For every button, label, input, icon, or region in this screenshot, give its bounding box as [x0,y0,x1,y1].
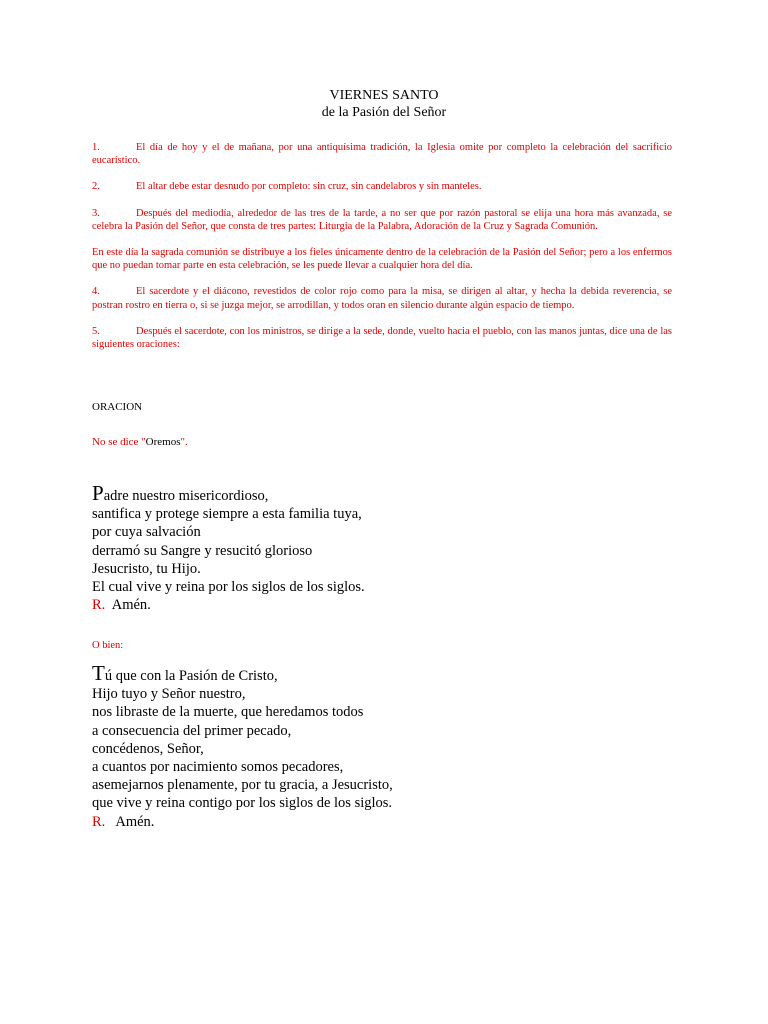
drop-cap: T [92,661,105,685]
no-oremos-prefix: No se dice " [92,436,146,448]
prayer-line: asemejarnos plenamente, por tu gracia, a Jesucristo, [92,777,393,794]
prayer-line: Jesucristo, tu Hijo. [92,560,201,577]
rubric-2 [92,180,672,193]
prayer-line: derramó su Sangre y resucitó glorioso [92,542,313,559]
rubric-number: 4. [92,286,100,298]
oracion-heading: ORACION [92,401,143,413]
rubric-3 [92,207,672,233]
no-oremos-quoted: Oremos [145,436,181,448]
drop-cap: P [92,481,104,505]
page-subtitle: de la Pasión del Señor [321,105,447,120]
prayer-line: por cuya salvación [92,524,201,541]
prayer-line: a consecuencia del primer pecado, [92,722,292,739]
response-text: Amén. [115,813,155,830]
rubric-number: 1. [92,142,100,153]
prayer-1 [92,481,365,614]
prayer-line: a cuantos por nacimiento somos pecadores, [92,759,344,776]
prayer-line: nos libraste de la muerte, que heredamos todos [92,704,364,721]
rubric-number: 2. [92,181,100,193]
rubric-number: 3. [92,207,100,219]
prayer-line: que vive y reina contigo por los siglos de los siglos. [92,795,393,812]
rubric-text: Después del mediodía, alrededor de las tres de la tarde, a no ser que por razón pastoral se elija una hora más avanzada, se celebra la Pasión del Señor, que consta de tres partes: Liturgia de la Palabra, Adoración de la Cruz y Sagrada Comunión. [92,207,672,232]
rubrics-list [92,141,672,364]
rubric-text: Después el sacerdote, con los ministros, se dirige a la sede, donde, vuelto hacia el pueblo, con las manos juntas, dice una de las siguientes oraciones: [92,325,672,351]
prayer-line: concédenos, Señor, [92,740,204,757]
prayer-line [92,481,365,505]
rubric-text: El día de hoy y el de mañana, por una antiquísima tradición, la Iglesia omite por completo la celebración del sacrificio eucarístico. [92,142,672,167]
prayer-first-line: adre nuestro misericordioso, [103,488,269,504]
prayer-line: Hijo tuyo y Señor nuestro, [92,686,246,703]
prayer-line: El cual vive y reina por los siglos de los siglos. [92,579,365,596]
prayer-2 [92,661,393,831]
rubric-5 [92,325,672,351]
prayer-line [92,661,393,685]
rubric-text: En este día la sagrada comunión se distribuye a los fieles únicamente dentro de la celebración de la Pasión del Señor; pero a los enfermos que no puedan tomar parte en esta celebración, se les puede llevar a cualquier hora del día. [92,247,672,272]
no-oremos-rubric [92,436,188,448]
rubric-text: El altar debe estar desnudo por completo: sin cruz, sin candelabros y sin manteles. [136,181,482,193]
prayer-response [92,813,393,831]
no-oremos-suffix: ". [180,436,188,448]
prayer-first-line: ú que con la Pasión de Cristo, [104,668,278,684]
rubric-text: El sacerdote y el diácono, revestidos de color rojo como para la misa, se dirigen al altar, y hecha la debida reverencia, se postran rostro en tierra o, si se juzga mejor, se arrodillan, y todos oran en silencio durante algún espacio de tiempo. [92,286,672,311]
response-text: Amén. [111,597,151,614]
rubric-4 [92,285,672,311]
prayer-line: santifica y protege siempre a esta familia tuya, [92,506,362,523]
o-bien-rubric: O bien: [92,640,124,651]
rubric-communion-note [92,246,672,272]
response-marker: R. [92,597,106,614]
response-marker: R. [92,813,106,830]
page-title: VIERNES SANTO [329,88,439,103]
rubric-1 [92,141,672,167]
rubric-number: 5. [92,325,100,337]
prayer-response [92,596,365,614]
title-block [0,87,768,121]
